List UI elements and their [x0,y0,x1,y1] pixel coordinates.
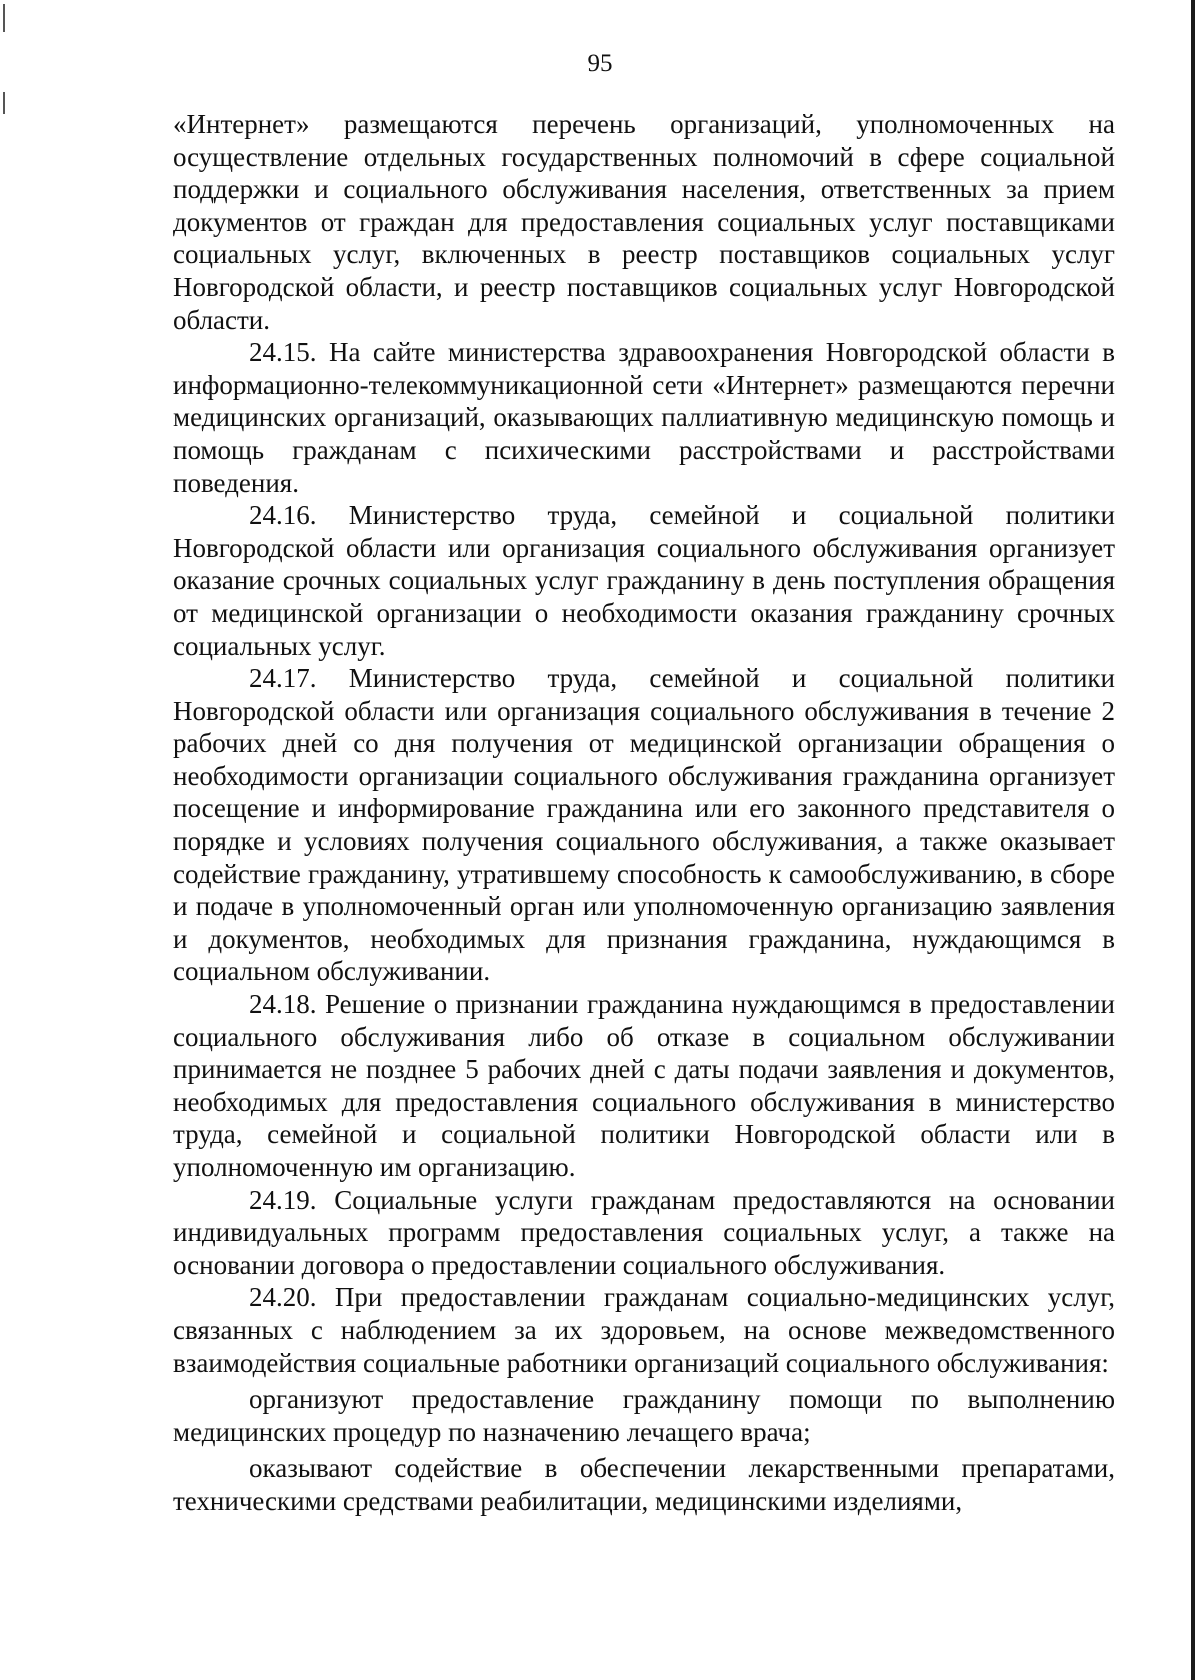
paragraph: 24.15. На сайте министерства здравоохранения Новгородской области в информационно-телекоммуникационной сети «Интернет» размещаются перечни медицинских организаций, оказывающих паллиативную медицинскую помощь и помощь гражданам с психическими расстройствами и расстройствами поведения. [173,337,1115,498]
paragraph: 24.19. Социальные услуги гражданам предоставляются на основании индивидуальных программ предоставления социальных услуг, а также на основании договора о предоставлении социального обслуживания. [173,1184,1115,1280]
paragraph: 24.16. Министерство труда, семейной и социальной политики Новгородской области или организация социального обслуживания организует оказание срочных социальных услуг гражданину в день поступления обращения от медицинской организации о необходимости оказания гражданину срочных социальных услуг. [173,500,1115,661]
scan-edge-mark [3,4,5,32]
paragraph: организуют предоставление гражданину помощи по выполнению медицинских процедур по назначению лечащего врача; [173,1384,1115,1447]
page-number: 95 [587,50,613,77]
paragraph: 24.18. Решение о признании гражданина нуждающимся в предоставлении социального обслуживания либо об отказе в социальном обслуживании принимается не позднее 5 рабочих дней с даты подачи заявления и документов, необходимых для предоставления социального обслуживания в министерство труда, семейной и социальной политики Новгородской области или в уполномоченную им организацию. [173,989,1115,1182]
paragraph: оказывают содействие в обеспечении лекарственными препаратами, техническими средствами реабилитации, медицинскими изделиями, [173,1453,1115,1516]
scan-edge-mark [3,92,5,114]
scan-edge-border [1191,0,1195,1680]
document-body [173,108,1115,1518]
paragraph: 24.17. Министерство труда, семейной и социальной политики Новгородской области или организация социального обслуживания в течение 2 рабочих дней со дня получения от медицинской организации обращения о необходимости организации социального обслуживания гражданина организует посещение и информирование гражданина или его законного представителя о порядке и условиях получения социального обслуживания, а также оказывает содействие гражданину, утратившему способность к самообслуживанию, в сборе и подаче в уполномоченный орган или уполномоченную организацию заявления и документов, необходимых для признания гражданина, нуждающимся в социальном обслуживании. [173,663,1115,987]
paragraph: 24.20. При предоставлении гражданам социально-медицинских услуг, связанных с наблюдением за их здоровьем, на основе межведомственного взаимодействия социальные работники организаций социального обслуживания: [173,1282,1115,1378]
paragraph: «Интернет» размещаются перечень организаций, уполномоченных на осуществление отдельных государственных полномочий в сфере социальной поддержки и социального обслуживания населения, ответственных за прием документов от граждан для предоставления социальных услуг поставщиками социальных услуг, включенных в реестр поставщиков социальных услуг Новгородской области, и реестр поставщиков социальных услуг Новгородской области. [173,109,1115,335]
